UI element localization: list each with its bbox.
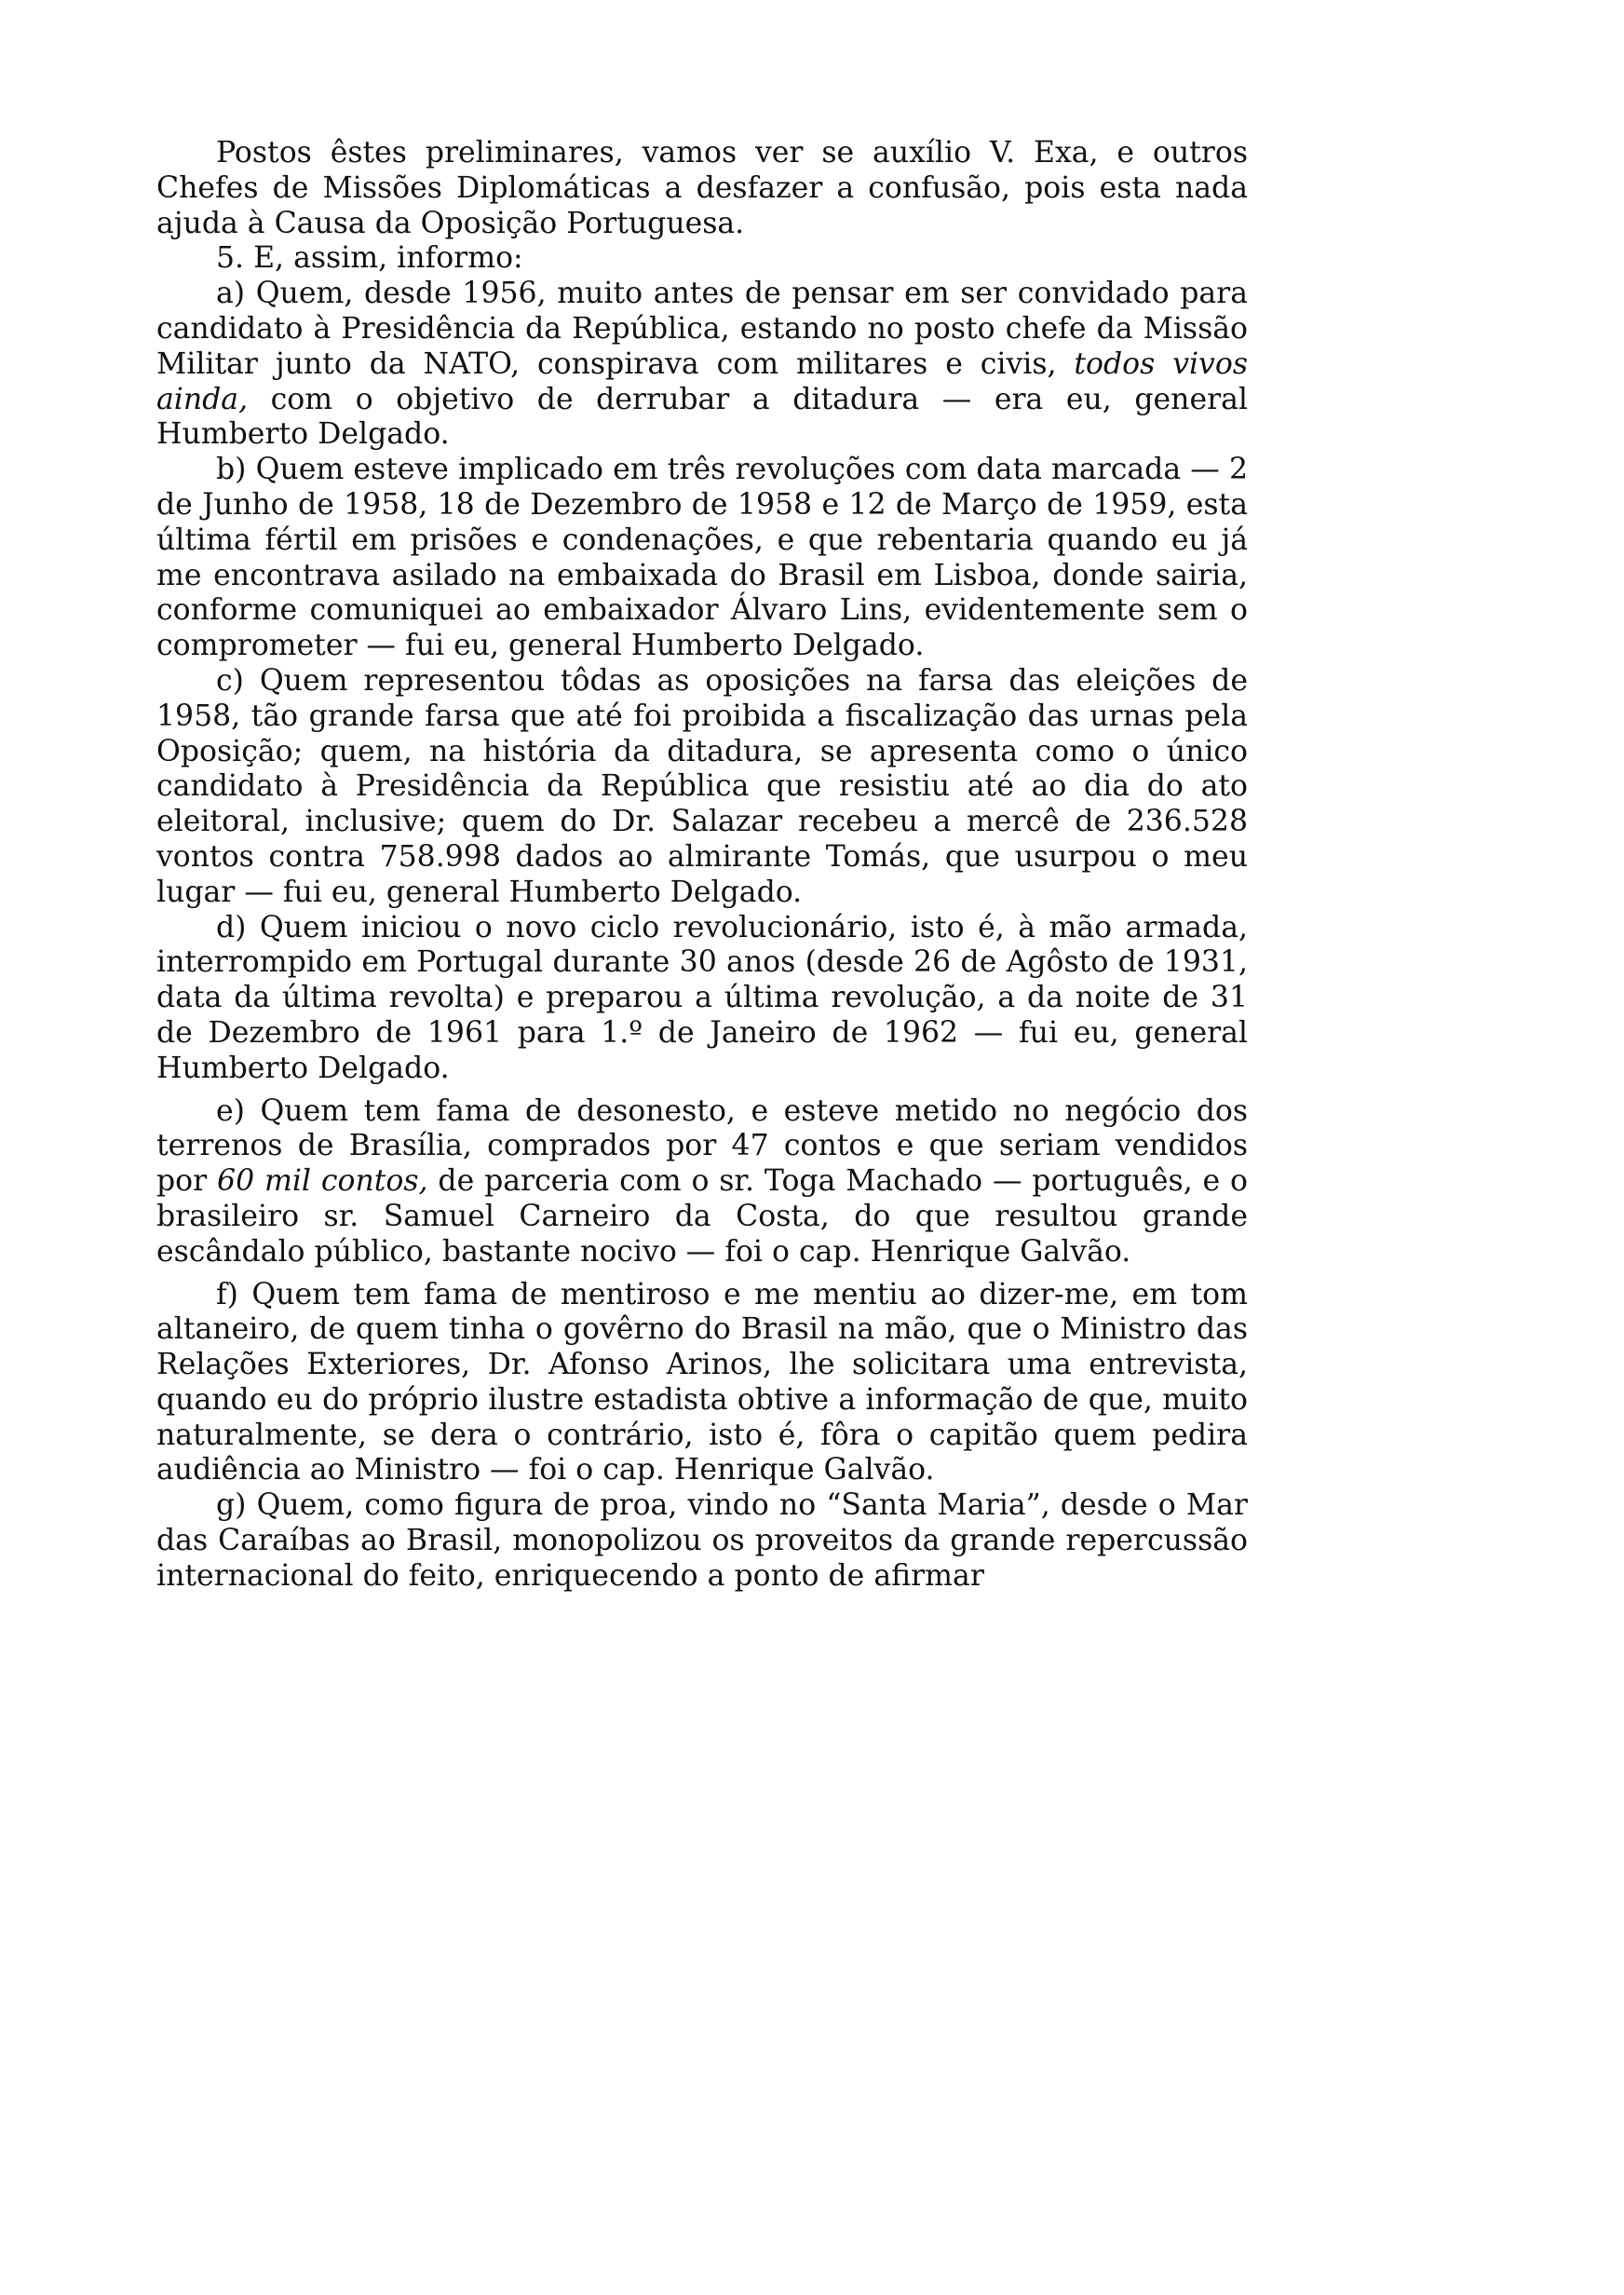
paragraph-item-e bbox=[156, 1094, 1248, 1270]
paragraph-text: de parceria com o sr. Toga Machado — português, e o brasileiro sr. Samuel Carneiro da Costa, do que resultou grande escândalo público, bastante nocivo — foi o cap. Henrique Galvão. bbox=[156, 1164, 1249, 1269]
paragraph-item-a bbox=[156, 277, 1248, 453]
paragraph-text: f) Quem tem fama de mentiroso e me mentiu ao dizer-me, em tom altaneiro, de quem tinha o govêrno do Brasil na mão, que o Ministro das Relações Exteriores, Dr. Afonso Arinos, lhe solicitara uma entrevista, quando eu do próprio ilustre estadista obtive a informação de que, muito naturalmente, se dera o contrário, isto é, fôra o capitão quem pedira audiência ao Ministro — foi o cap. Henrique Galvão. bbox=[156, 1277, 1248, 1487]
paragraph-text: a) Quem, desde 1956, muito antes de pensar em ser convidado para candidato à Presidência da República, estando no posto chefe da Missão Militar junto da NATO, conspirava com militares e civis, bbox=[156, 277, 1248, 381]
paragraph-text: Postos êstes preliminares, vamos ver se auxílio V. Exa, e outros Chefes de Missões Diplomáticas a desfazer a confusão, pois esta nada ajuda à Causa da Oposição Portuguesa. bbox=[156, 136, 1248, 240]
paragraph-item-b bbox=[156, 453, 1248, 664]
paragraph-item-g bbox=[156, 1488, 1248, 1594]
paragraph-item-c bbox=[156, 664, 1248, 911]
paragraph-intro bbox=[156, 136, 1248, 241]
paragraph-text: com o objetivo de derrubar a ditadura — era eu, general Humberto Delgado. bbox=[156, 382, 1248, 452]
paragraph-text: d) Quem iniciou o novo ciclo revolucionário, isto é, à mão armada, interrompido em Portugal durante 30 anos (desde 26 de Agôsto de 1931, data da última revolta) e preparou a última revolução, a da noite de 31 de Dezembro de 1961 para 1.º de Janeiro de 1962 — fui eu, general Humberto Delgado. bbox=[156, 910, 1248, 1085]
paragraph-text: 5. E, assim, informo: bbox=[216, 241, 523, 276]
document-body bbox=[156, 136, 1248, 1595]
paragraph-text: b) Quem esteve implicado em três revoluções com data marcada — 2 de Junho de 1958, 18 de Dezembro de 1958 e 12 de Março de 1959, esta última fértil em prisões e condenações, e que rebentaria quando eu já me encontrava asilado na embaixada do Brasil em Lisboa, donde sairia, conforme comuniquei ao embaixador Álvaro Lins, evidentemente sem o comprometer — fui eu, general Humberto Delgado. bbox=[156, 453, 1248, 663]
paragraph-text: e) Quem tem fama de desonesto, e esteve metido no negócio dos terrenos de Brasília, comprados por 47 contos e que seriam vendidos por bbox=[156, 1093, 1248, 1199]
paragraph-item-d bbox=[156, 911, 1248, 1087]
paragraph-item-f bbox=[156, 1278, 1248, 1489]
paragraph-text: c) Quem representou tôdas as oposições na farsa das eleições de 1958, tão grande farsa que até foi proibida a fiscalização das urnas pela Oposição; quem, na história da ditadura, se apresenta como o único candidato à Presidência da República que resistiu até ao dia do ato eleitoral, inclusive; quem do Dr. Salazar recebeu a mercê de 236.528 vontos contra 758.998 dados ao almirante Tomás, que usurpou o meu lugar — fui eu, general Humberto Delgado. bbox=[156, 663, 1248, 909]
paragraph-point-5 bbox=[156, 241, 1248, 277]
paragraph-text: g) Quem, como figura de proa, vindo no “Santa Maria”, desde o Mar das Caraíbas ao Brasil, monopolizou os proveitos da grande repercussão internacional do feito, enriquecendo a ponto de afirmar bbox=[156, 1488, 1248, 1593]
italic-phrase: 60 mil contos, bbox=[217, 1164, 428, 1199]
italic-phrase: todos vivos ainda, bbox=[156, 346, 1248, 416]
